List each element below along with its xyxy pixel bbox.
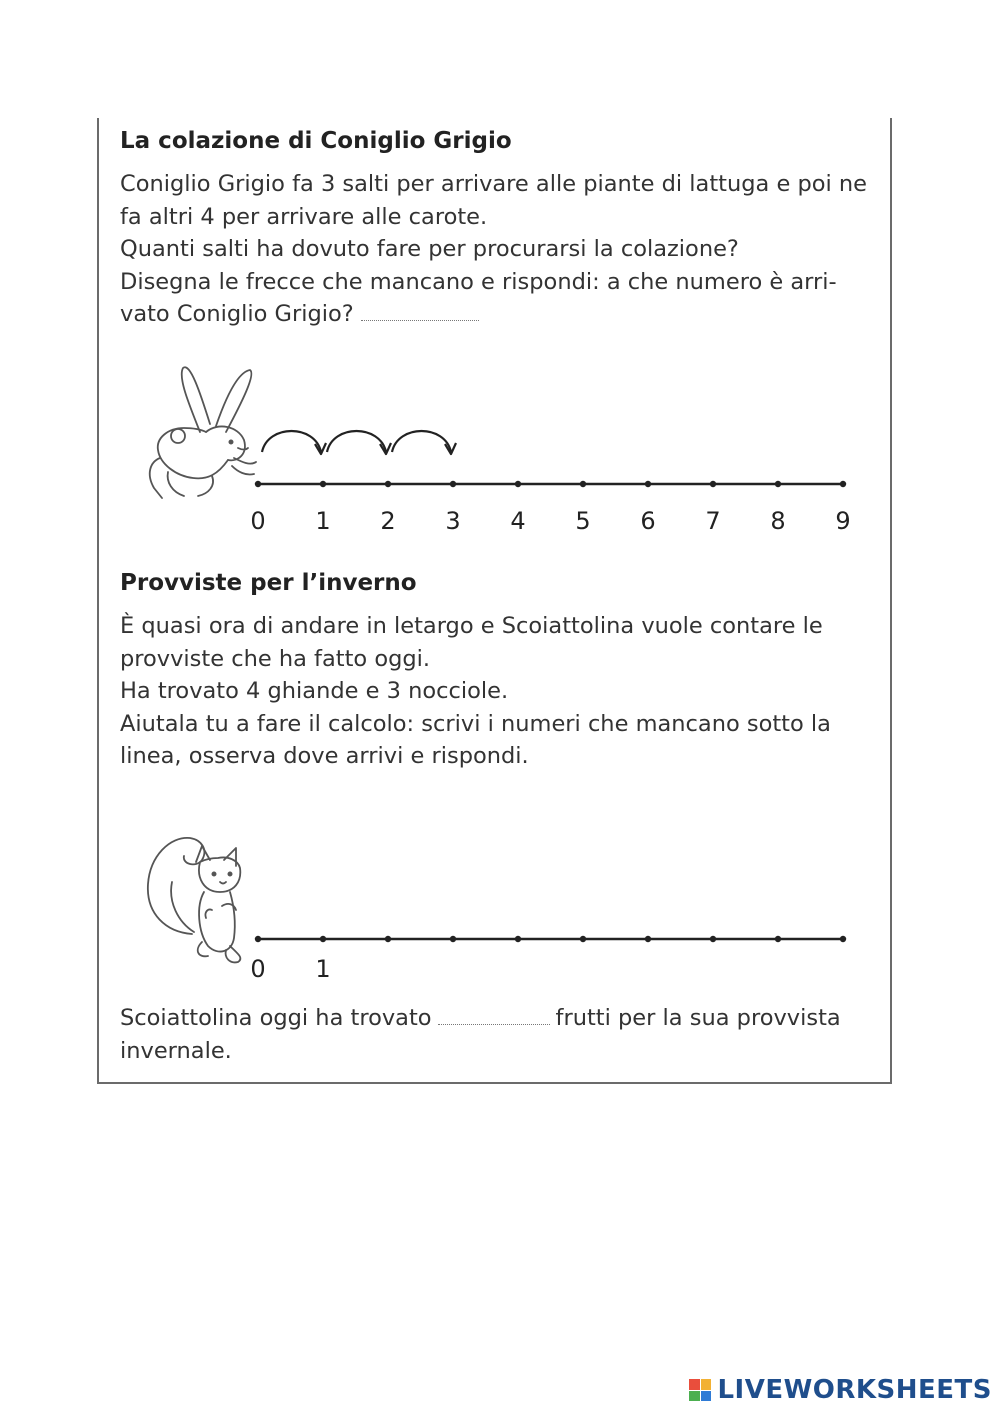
provisions-para-2: Ha trovato 4 ghiande e 3 nocciole. <box>120 678 509 704</box>
breakfast-para-3: Disegna le frecce che mancano e rispondi: a che numero è arri-vato Coniglio Grigio? <box>120 268 837 327</box>
tick-label-8: 8 <box>770 507 786 535</box>
tick-2 <box>385 936 391 942</box>
tick-0 <box>255 936 261 942</box>
tick-label-3: 3 <box>445 507 461 535</box>
section-title-breakfast: La colazione di Coniglio Grigio <box>120 128 512 154</box>
tick-label-1: 1 <box>315 507 331 535</box>
tick-label-0: 0 <box>250 507 266 535</box>
tick-label-9: 9 <box>835 507 851 535</box>
breakfast-para-1: Coniglio Grigio fa 3 salti per arrivare alle piante di lattuga e poi ne fa altri 4 per arrivare alle carote. <box>120 171 868 230</box>
tick-label-7: 7 <box>705 507 721 535</box>
tick-label-1: 1 <box>315 955 331 983</box>
liveworksheets-brand <box>689 1375 992 1405</box>
tick-5 <box>580 936 586 942</box>
tick-8 <box>775 936 781 942</box>
tick-label-2: 2 <box>380 507 396 535</box>
liveworksheets-logo-icon <box>689 1379 711 1401</box>
tick-7 <box>710 936 716 942</box>
tick-label-0: 0 <box>250 955 266 983</box>
brand-name: LIVEWORKSHEETS <box>717 1375 992 1405</box>
tick-6 <box>645 936 651 942</box>
tick-label-4: 4 <box>510 507 526 535</box>
tick-9 <box>840 936 846 942</box>
logo-square-0 <box>689 1379 700 1390</box>
provisions-answer-line <box>120 1002 872 1067</box>
tick-4 <box>515 936 521 942</box>
logo-square-2 <box>689 1391 700 1402</box>
tick-3 <box>450 936 456 942</box>
provisions-para-3: Aiutala tu a fare il calcolo: scrivi i numeri che mancano sotto la linea, osserva dove arrivi e rispondi. <box>120 710 831 769</box>
provisions-para-1: È quasi ora di andare in letargo e Scoiattolina vuole contare le provviste che ha fatto oggi. <box>120 613 823 672</box>
tick-label-5: 5 <box>575 507 591 535</box>
tick-label-6: 6 <box>640 507 656 535</box>
answer-blank-squirrel[interactable] <box>438 1023 550 1025</box>
provisions-answer <box>120 1002 872 1067</box>
logo-square-3 <box>701 1391 712 1402</box>
section-title-provisions: Provviste per l’inverno <box>120 570 417 596</box>
tick-1 <box>320 936 326 942</box>
answer-text-after: frutti per la sua provvista invernale. <box>120 1005 841 1064</box>
breakfast-para-2: Quanti salti ha dovuto fare per procurarsi la colazione? <box>120 236 739 262</box>
answer-text-before: Scoiattolina oggi ha trovato <box>120 1005 432 1031</box>
logo-square-1 <box>701 1379 712 1390</box>
